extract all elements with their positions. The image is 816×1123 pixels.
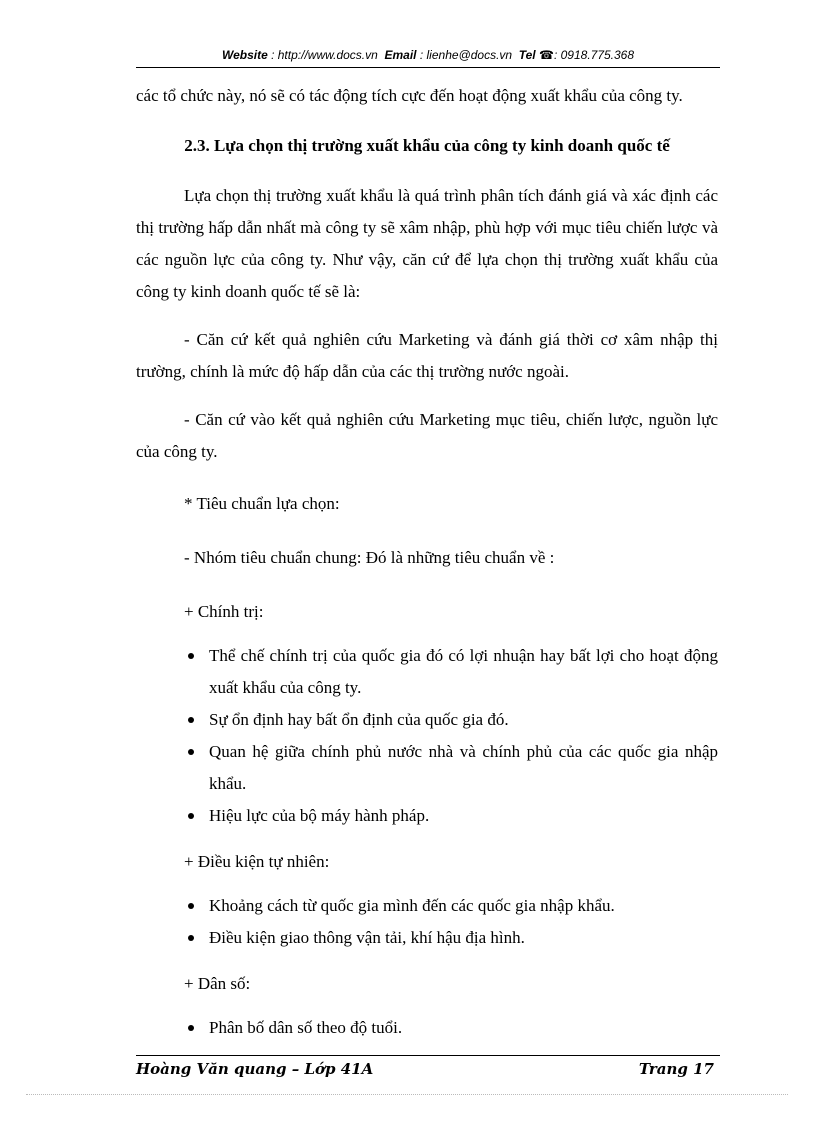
website-label: Website xyxy=(221,48,268,62)
bullet-icon xyxy=(188,903,194,909)
email-label: Email xyxy=(384,48,417,62)
continuation-paragraph: các tổ chức này, nó sẽ có tác động tích cực đến hoạt động xuất khẩu của công ty. xyxy=(136,86,683,105)
list-item: Hiệu lực của bộ máy hành pháp. xyxy=(136,800,718,832)
bullet-icon xyxy=(188,935,194,941)
bullet-icon xyxy=(188,749,194,755)
criteria-title: * Tiêu chuẩn lựa chọn: xyxy=(184,494,340,513)
politics-list xyxy=(136,640,718,832)
bullet-icon xyxy=(188,1025,194,1031)
intro-paragraph: Lựa chọn thị trường xuất khẩu là quá trình phân tích đánh giá và xác định các thị trường hấp dẫn nhất mà công ty sẽ xâm nhập, phù hợp với mục tiêu chiến lược và các nguồn lực của công ty. Như vậy, căn cứ để lựa chọn thị trường xuất khẩu của công ty kinh doanh quốc tế sẽ là: xyxy=(136,186,718,301)
bullet-icon xyxy=(188,813,194,819)
nature-title: + Điều kiện tự nhiên: xyxy=(184,852,330,871)
bullet-icon xyxy=(188,653,194,659)
politics-title: + Chính trị: xyxy=(184,602,264,621)
basis-paragraph-2: - Căn cứ vào kết quả nghiên cứu Marketing mục tiêu, chiến lược, nguồn lực của công ty. xyxy=(136,410,718,461)
email-value: : lienhe@docs.vn xyxy=(419,48,513,62)
list-item: Thể chế chính trị của quốc gia đó có lợi nhuận hay bất lợi cho hoạt động xuất khẩu của công ty. xyxy=(136,640,718,704)
footer-page-number: Trang 17 xyxy=(638,1060,714,1078)
section-heading: 2.3. Lựa chọn thị trường xuất khẩu của công ty kinh doanh quốc tế xyxy=(184,136,670,155)
nature-list xyxy=(136,890,718,954)
list-item: Điều kiện giao thông vận tải, khí hậu địa hình. xyxy=(136,922,718,954)
bullet-icon xyxy=(188,717,194,723)
tel-label: Tel xyxy=(518,48,536,62)
phone-icon: ☎ xyxy=(539,48,554,62)
population-list xyxy=(136,1012,718,1044)
tel-value: : 0918.775.368 xyxy=(553,48,635,62)
list-item: Phân bố dân số theo độ tuổi. xyxy=(136,1012,718,1044)
website-value: : http://www.docs.vn xyxy=(271,48,378,62)
footer-author: Hoàng Văn quang – Lớp 41A xyxy=(136,1060,374,1078)
page-footer xyxy=(136,1060,718,1082)
list-item: Quan hệ giữa chính phủ nước nhà và chính phủ của các quốc gia nhập khẩu. xyxy=(136,736,718,800)
page-header xyxy=(136,48,720,62)
footer-rule xyxy=(136,1055,720,1056)
population-title: + Dân số: xyxy=(184,974,251,993)
header-rule xyxy=(136,67,720,68)
page-content xyxy=(136,80,718,1044)
general-group: - Nhóm tiêu chuẩn chung: Đó là những tiêu chuẩn về : xyxy=(184,548,555,567)
page-bottom-divider xyxy=(26,1094,788,1095)
list-item: Khoảng cách từ quốc gia mình đến các quốc gia nhập khẩu. xyxy=(136,890,718,922)
list-item: Sự ổn định hay bất ổn định của quốc gia đó. xyxy=(136,704,718,736)
basis-paragraph-1: - Căn cứ kết quả nghiên cứu Marketing và đánh giá thời cơ xâm nhập thị trường, chính là mức độ hấp dẫn của các thị trường nước ngoài. xyxy=(136,330,718,381)
